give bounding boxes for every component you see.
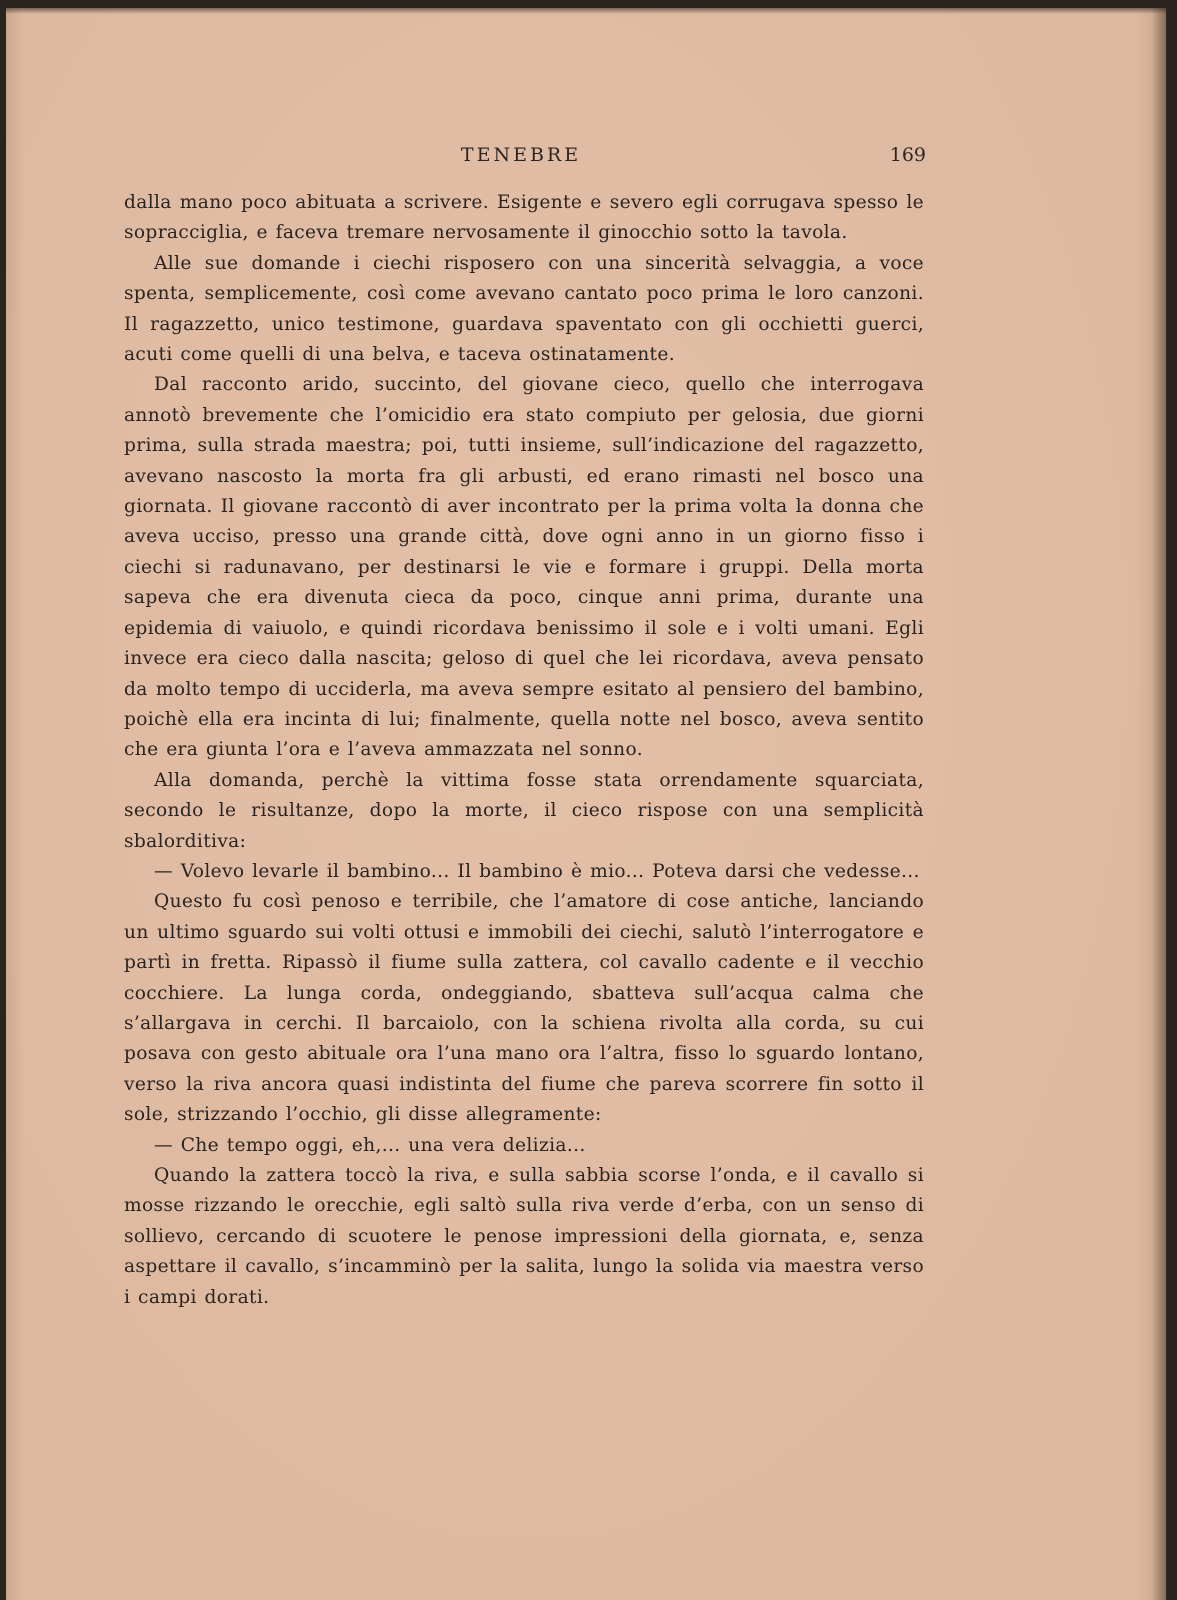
dialogue-line: — Volevo levarle il bambino... Il bambino è mio... Poteva darsi che vedesse... (154, 860, 920, 882)
paragraph: Alle sue domande i ciechi risposero con una sincerità selvaggia, a voce spenta, semplicemente, così come avevano cantato poco prima le loro canzoni. Il ragazzetto, unico testimone, guardava spaventato con gli occhietti guerci, acuti come quelli di una belva, e taceva ostinatamente. (124, 252, 924, 366)
body-text (124, 188, 924, 1313)
spine-shadow (1152, 8, 1166, 1600)
page-top-edge (6, 8, 1166, 14)
book-page (6, 8, 1166, 1600)
paragraph: Dal racconto arido, succinto, del giovane cieco, quello che interrogava annotò brevemente che l’omicidio era stato compiuto per gelosia, due giorni prima, sulla strada maestra; poi, tutti insieme, sull’indicazione del ragazzetto, avevano nascosto la morta fra gli arbusti, ed erano rimasti nel bosco una giornata. Il giovane raccontò di aver incontrato per la prima volta la donna che aveva ucciso, presso una grande città, dove ogni anno in un giorno fisso i ciechi si radunavano, per destinarsi le vie e formare i gruppi. Della morta sapeva che era divenuta cieca da poco, cinque anni prima, durante una epidemia di vaiuolo, e quindi ricordava benissimo il sole e i volti umani. Egli invece era cieco dalla nascita; geloso di quel che lei ricordava, aveva pensato da molto tempo di ucciderla, ma aveva sempre esitato al pensiero del bambino, poichè ella era incinta di lui; finalmente, quella notte nel bosco, aveva sentito che era giunta l’ora e l’aveva ammazzata nel sonno. (124, 374, 924, 761)
running-title: TENEBRE (460, 144, 582, 166)
dialogue-line: — Che tempo oggi, eh,... una vera delizia... (154, 1134, 586, 1156)
page-header (116, 144, 926, 174)
paragraph: Questo fu così penoso e terribile, che l’amatore di cose antiche, lanciando un ultimo sguardo sui volti ottusi e immobili dei ciechi, salutò l’interrogatore e partì in fretta. Ripassò il fiume sulla zattera, col cavallo cadente e il vecchio cocchiere. La lunga corda, ondeggiando, sbatteva sull’acqua calma che s’allargava in cerchi. Il barcaiolo, con la schiena rivolta alla corda, su cui posava con gesto abituale ora l’una mano ora l’altra, fisso lo sguardo lontano, verso la riva ancora quasi indistinta del fiume che pareva scorrere fin sotto il sole, strizzando l’occhio, gli disse allegramente: (124, 891, 924, 1126)
paragraph: Quando la zattera toccò la riva, e sulla sabbia scorse l’onda, e il cavallo si mosse rizzando le orecchie, egli saltò sulla riva verde d’erba, con un senso di sollievo, cercando di scuotere le penose impressioni della giornata, e, senza aspettare il cavallo, s’incamminò per la salita, lungo la solida via maestra verso i campi dorati. (124, 1165, 924, 1308)
paragraph: Alla domanda, perchè la vittima fosse stata orrendamente squarciata, secondo le risultanze, dopo la morte, il cieco rispose con una semplicità sbalorditiva: (124, 769, 924, 852)
page-number: 169 (889, 144, 926, 166)
paragraph: dalla mano poco abituata a scrivere. Esigente e severo egli corrugava spesso le sopracciglia, e faceva tremare nervosamente il ginocchio sotto la tavola. (124, 192, 924, 244)
